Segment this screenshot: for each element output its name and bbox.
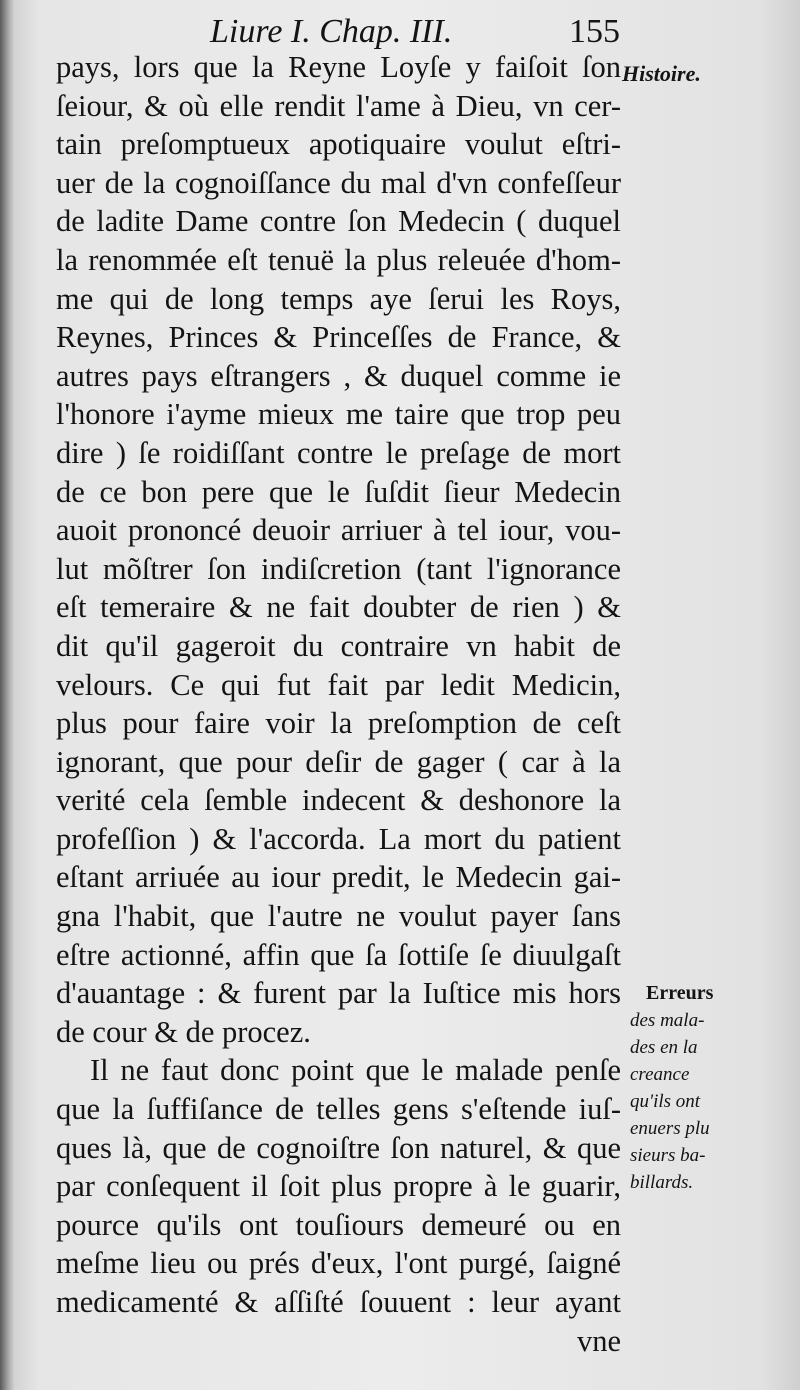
text-line: uer de la cognoiſſance du mal d'vn confeſſeur	[56, 165, 621, 200]
margin-note-erreurs	[630, 980, 790, 1196]
chapter-title: Liure I. Chap. III.	[210, 13, 453, 50]
margin-note-line: des mala-	[630, 1010, 705, 1031]
text-line: eſtre actionné, affin que ſa ſottiſe ſe diuulgaſt	[56, 937, 621, 972]
text-line: dire ) ſe roidiſſant contre le preſage de mort	[56, 435, 621, 470]
text-line: eſt temeraire & ne fait doubter de rien ) &	[56, 590, 621, 625]
body-text	[56, 48, 621, 1360]
margin-note-line: des en la	[630, 1037, 698, 1058]
text-line: tain preſomptueux apotiquaire voulut eſtri-	[56, 127, 621, 162]
text-line: la renommée eſt tenuë la plus releuée d'hom-	[56, 242, 621, 277]
text-line: gna l'habit, que l'autre ne voulut payer ſans	[56, 899, 621, 934]
text-line: de ladite Dame contre ſon Medecin ( duquel	[56, 204, 621, 239]
text-line: medicamenté & aſſiſté ſouuent : leur ayant	[56, 1285, 621, 1319]
margin-note-line: sieurs ba-	[630, 1145, 706, 1166]
text-line: ques là, que de cognoiſtre ſon naturel, & que	[56, 1130, 621, 1165]
text-line: ſeiour, & où elle rendit l'ame à Dieu, vn cer-	[56, 88, 621, 123]
page-number: 155	[569, 13, 620, 50]
text-line: velours. Ce qui fut fait par ledit Medicin,	[56, 667, 621, 702]
text-line: ignorant, que pour deſir de gager ( car à la	[56, 744, 621, 779]
text-line: Reynes, Princes & Princeſſes de France, &	[56, 320, 621, 355]
text-line: l'honore i'ayme mieux me taire que trop peu	[56, 397, 621, 432]
text-line: dit qu'il gageroit du contraire vn habit de	[56, 628, 621, 663]
text-line: verité cela ſemble indecent & deshonore la	[56, 783, 621, 818]
catchword: vne	[576, 1323, 621, 1358]
text-line: meſme lieu ou prés d'eux, l'ont purgé, ſaigné	[56, 1246, 621, 1281]
text-line: pays, lors que la Reyne Loyſe y faiſoit ſon	[56, 50, 621, 84]
margin-note-line: enuers plu	[630, 1118, 710, 1139]
text-line: par conſequent il ſoit plus propre à le guarir,	[56, 1169, 621, 1204]
text-line: de ce bon pere que le ſuſdit ſieur Medecin	[56, 474, 621, 509]
margin-note-line: creance	[630, 1064, 690, 1085]
text-line: Il ne faut donc point que le malade penſe	[90, 1053, 621, 1088]
margin-note-line: billards.	[630, 1172, 694, 1193]
running-head	[210, 12, 620, 52]
page-spine-shadow	[0, 0, 14, 1390]
text-line: d'auantage : & furent par la Iuſtice mis hors	[56, 976, 621, 1011]
text-line: eſtant arriuée au iour predit, le Medecin gai-	[56, 860, 621, 895]
margin-note-line: Erreurs	[646, 982, 714, 1004]
margin-note-line: qu'ils ont	[630, 1091, 701, 1112]
text-line: auoit prononcé deuoir arriuer à tel iour, vou-	[56, 513, 621, 548]
text-line: autres pays eſtrangers , & duquel comme ie	[56, 358, 621, 393]
text-line: de cour & de procez.	[56, 1014, 311, 1049]
text-line: que la ſuffiſance de telles gens s'eſtende iuſ-	[56, 1092, 621, 1127]
text-line: me qui de long temps aye ſerui les Roys,	[56, 281, 621, 316]
text-line: plus pour faire voir la preſomption de ceſt	[56, 706, 621, 741]
margin-note-histoire: Histoire.	[622, 61, 701, 86]
text-line: profeſſion ) & l'accorda. La mort du patient	[56, 821, 621, 856]
text-line: lut mõſtrer ſon indiſcretion (tant l'ignorance	[56, 551, 621, 586]
text-line: pource qu'ils ont touſiours demeuré ou en	[56, 1207, 621, 1242]
